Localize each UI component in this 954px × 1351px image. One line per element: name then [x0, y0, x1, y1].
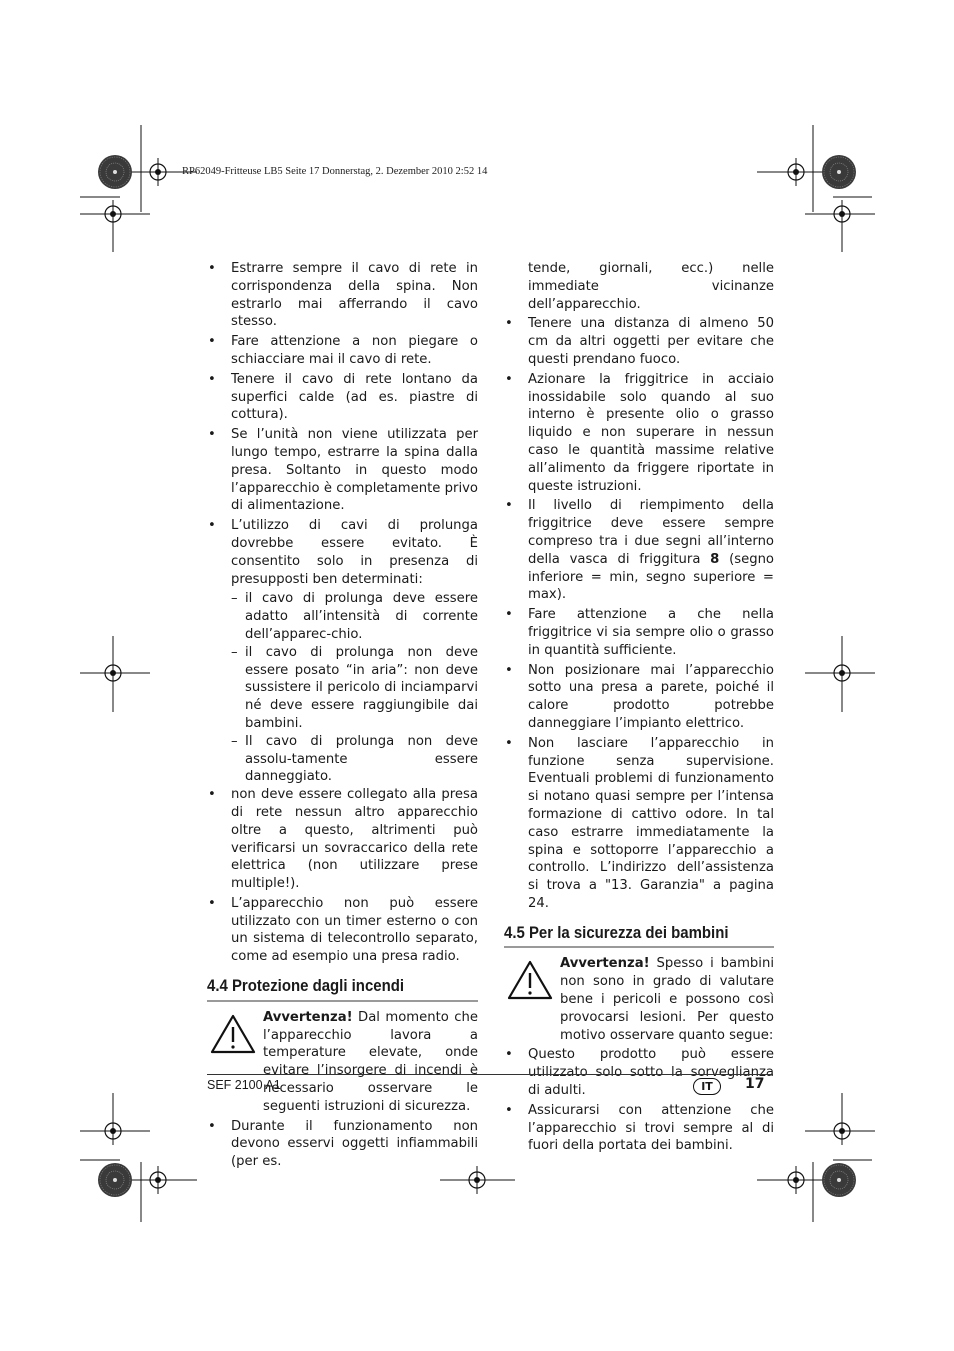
right-column — [504, 260, 774, 1157]
list-item: • Durante il funzionamento non devono esservi oggetti infiammabili (per es. — [207, 1118, 478, 1171]
list-item — [504, 497, 774, 604]
level-text-after: (segno inferiore = min, segno superiore = max). — [528, 551, 774, 603]
section-title-4-5: 4.5 Per la sicurezza dei bambini — [504, 922, 729, 942]
left-column — [207, 260, 478, 1173]
list-item: • L’apparecchio non può essere utilizzato con un timer esterno o con un sistema di telecontrollo separato, come ad esempio una presa radio. — [207, 895, 478, 966]
page-number: 17 — [745, 1076, 765, 1092]
sub-list-item: – il cavo di prolunga non deve essere posato “in aria”: non deve sussistere il pericolo di inciamparvi né deve essere raggiungibile dai bambini. — [207, 644, 478, 733]
list-item: • Estrarre sempre il cavo di rete in corrispondenza della spina. Non estrarlo mai afferrando il cavo stesso. — [207, 260, 478, 331]
list-item: • Fare attenzione a non piegare o schiacciare mai il cavo di rete. — [207, 333, 478, 369]
footer-divider — [207, 1074, 773, 1075]
warning-triangle-icon — [506, 959, 554, 1001]
section-title-4-4: 4.4 Protezione dagli incendi — [207, 976, 405, 996]
list-item: • Assicurarsi con attenzione che l’apparecchio si trovi sempre al di fuori della portata dei bambini. — [504, 1102, 774, 1155]
list-item: • Questo prodotto può essere utilizzato solo sotto la sorveglianza di adulti. — [504, 1046, 774, 1099]
warning-block — [207, 1009, 478, 1116]
warning-block — [504, 955, 774, 1044]
warning-triangle-icon — [209, 1013, 257, 1055]
level-text-number: 8 — [710, 551, 720, 567]
language-badge: IT — [693, 1078, 721, 1095]
list-item: • L’utilizzo di cavi di prolunga dovrebbe essere evitato. È consentito solo in presenza di presupposti ben determinati: — [207, 517, 478, 588]
warning-label: Avvertenza! — [560, 956, 650, 972]
list-item: • non deve essere collegato alla presa di rete nessun altro apparecchio oltre a questo, altrimenti può verificarsi un sovraccarico della rete elettrica (non utilizzare prese multiple!). — [207, 786, 478, 893]
continuation-text: tende, giornali, ecc.) nelle immediate vicinanze dell’apparecchio. — [528, 261, 774, 312]
level-text-before: Il livello di riempimento della friggitrice deve essere sempre compreso tra i due segni all’interno della vasca di friggitura — [528, 498, 774, 567]
sub-list-item: – il cavo di prolunga deve essere adatto all’intensità di corrente dell’apparec-chio. — [207, 590, 478, 643]
list-item: • Se l’unità non viene utilizzata per lungo tempo, estrarre la spina dalla presa. Soltanto in questo modo l’apparecchio è completamente privo di alimentazione. — [207, 426, 478, 515]
warning-text: Dal momento che l’apparecchio lavora a temperature elevate, onde evitare l’insorgere di incendi è necessario osservare le seguenti istruzioni di sicurezza. — [263, 1009, 478, 1114]
section-divider — [504, 946, 774, 948]
warning-label: Avvertenza! — [263, 1009, 353, 1025]
list-item: • Tenere il cavo di rete lontano da superfici calde (ad es. piastre di cottura). — [207, 371, 478, 424]
warning-text: Spesso i bambini non sono in grado di valutare bene i pericoli e possono così provocarsi lesioni. Per questo motivo osservare quanto segue: — [560, 956, 774, 1043]
list-item: • Non posizionare mai l’apparecchio sotto una presa a parete, poiché il calore prodotto potrebbe danneggiare l’impianto elettrico. — [504, 662, 774, 733]
footer-model: SEF 2100 A1 — [207, 1078, 281, 1092]
print-header: RP62049-Fritteuse LB5 Seite 17 Donnerstag, 2. Dezember 2010 2:52 14 — [182, 166, 488, 177]
list-item: • Fare attenzione a che nella friggitrice vi sia sempre olio o grasso in quantità sufficiente. — [504, 606, 774, 659]
section-divider — [207, 1000, 478, 1002]
list-item: • Tenere una distanza di almeno 50 cm da altri oggetti per evitare che questi prendano fuoco. — [504, 315, 774, 368]
list-item: • Azionare la friggitrice in acciaio inossidabile solo quando al suo interno è presente olio o grasso liquido e non superare in nessun caso le quantità massime relative all’alimento da friggere riportate in queste istruzioni. — [504, 371, 774, 496]
sub-list-item: – Il cavo di prolunga non deve assolu-tamente essere danneggiato. — [207, 733, 478, 786]
list-item: • Non lasciare l’apparecchio in funzione senza supervisione. Eventuali problemi di funzionamento si notano quasi sempre per l’intensa formazione di cattivo odore. In tal caso estrarre immediatamente la spina e sottoporre l’apparecchio a controllo. L’indirizzo dell’assistenza si trova a "13. Garanzia" a pagina 24. — [504, 735, 774, 913]
